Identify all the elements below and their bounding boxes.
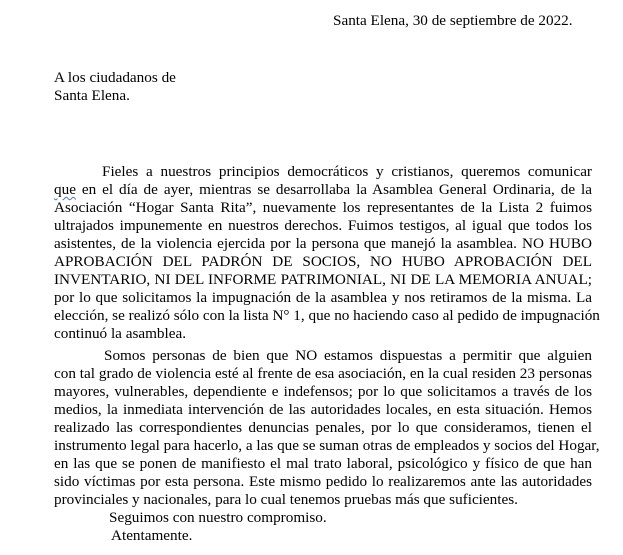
paragraph-2-line: sido víctimas por esta persona. Este mismo pedido lo realizaremos ante las autoridades — [54, 473, 592, 490]
paragraph-1-line: INVENTARIO, NI DEL INFORME PATRIMONIAL, NI DE LA MEMORIA ANUAL; — [54, 271, 592, 288]
paragraph-1-line: Fieles a nuestros principios democráticos y cristianos, queremos comunicar — [102, 163, 592, 180]
paragraph-1-line: por lo que solicitamos la impugnación de la asamblea y nos retiramos de la misma. La — [54, 289, 592, 306]
paragraph-1-line — [54, 181, 592, 199]
paragraph-1-line: APROBACIÓN DEL PADRÓN DE SOCIOS, NO HUBO APROBACIÓN DEL — [54, 253, 592, 270]
closing-line: Atentamente. — [111, 527, 193, 544]
paragraph-2-line: con tal grado de violencia esté al frente de esa asociación, en la cual residen 23 personas — [54, 365, 592, 382]
paragraph-2-line: Somos personas de bien que NO estamos dispuestas a permitir que alguien — [104, 347, 592, 364]
paragraph-1-line: continuó la asamblea. — [54, 325, 187, 342]
paragraph-1-line: Asociación “Hogar Santa Rita”, nuevamente los representantes de la Lista 2 fuimos — [54, 199, 592, 216]
spellcheck-word: que — [54, 181, 76, 198]
text-fragment: en el día de ayer, mientras se desarrollaba la Asamblea General Ordinaria, de la — [75, 181, 592, 198]
addressee-line: Santa Elena. — [54, 87, 130, 104]
paragraph-2-line: provinciales y nacionales, para lo cual tenemos pruebas más que suficientes. — [54, 491, 518, 508]
paragraph-1-line: elección, se realizó sólo con la lista N° 1, que no haciendo caso al pedido de impugnación — [54, 307, 600, 324]
paragraph-2-line: instrumento legal para hacerlo, a las que se suman otras de empleados y socios del Hogar, — [54, 437, 600, 454]
letter-date: Santa Elena, 30 de septiembre de 2022. — [333, 12, 573, 29]
paragraph-1-line: ultrajados impunemente en nuestros derechos. Fuimos testigos, al igual que todos los — [54, 217, 592, 234]
paragraph-2-line: realizado las correspondientes denuncias penales, por lo que consideramos, tienen el — [54, 419, 592, 436]
paragraph-2-line: mayores, vulnerables, dependiente e indefensos; por lo que solicitamos a través de los — [54, 383, 592, 400]
paragraph-1-line: asistentes, de la violencia ejercida por la persona que manejó la asamblea. NO HUBO — [54, 235, 592, 252]
closing-line: Seguimos con nuestro compromiso. — [109, 509, 327, 526]
paragraph-2-line: medios, la inmediata intervención de las autoridades locales, en esta situación. Hemos — [54, 401, 592, 418]
paragraph-2-line: en las que se ponen de manifiesto el mal trato laboral, psicológico y físico de que han — [54, 455, 592, 472]
addressee-line: A los ciudadanos de — [54, 69, 176, 86]
